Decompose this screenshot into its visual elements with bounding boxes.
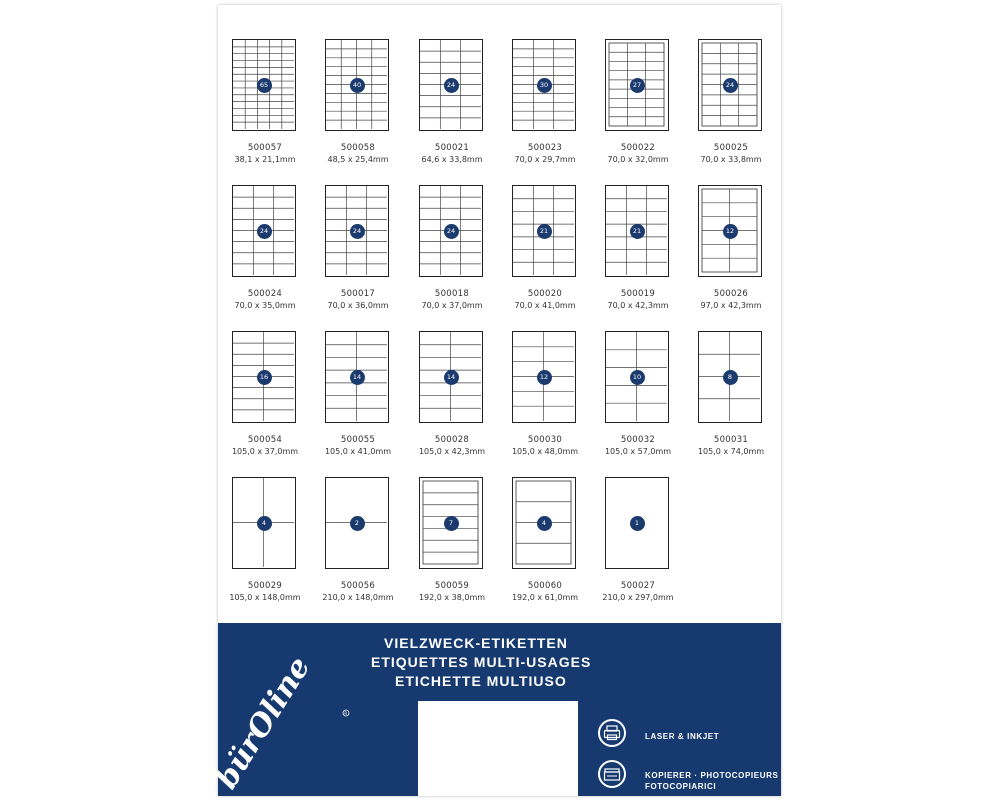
product-footer — [209, 623, 781, 796]
label-dimensions: 105,0 x 57,0mm — [604, 447, 672, 456]
label-sheet-thumbnail — [698, 331, 762, 423]
label-dimensions: 192,0 x 38,0mm — [418, 593, 486, 602]
label-count-badge: 12 — [537, 370, 552, 385]
label-code: 500021 — [434, 143, 470, 153]
label-code: 500032 — [620, 435, 656, 445]
label-dimensions: 105,0 x 37,0mm — [231, 447, 299, 456]
label-dimensions: 105,0 x 148,0mm — [229, 593, 301, 602]
label-count-badge: 14 — [350, 370, 365, 385]
label-sheet-thumbnail — [605, 331, 669, 423]
label-dimensions: 70,0 x 36,0mm — [327, 301, 389, 310]
label-sheet-thumbnail — [419, 331, 483, 423]
label-dimensions: 210,0 x 297,0mm — [602, 593, 674, 602]
label-dimensions: 192,0 x 61,0mm — [511, 593, 579, 602]
buroline-logo — [209, 650, 354, 796]
label-sheet-thumbnail — [325, 477, 389, 569]
label-sheet-thumbnail — [605, 39, 669, 131]
label-count-badge: 24 — [350, 224, 365, 239]
logo-text: bürOline — [209, 650, 318, 796]
label-count-badge: 2 — [350, 516, 365, 531]
label-count-badge: 1 — [630, 516, 645, 531]
label-dimensions: 210,0 x 148,0mm — [322, 593, 394, 602]
label-sheet-thumbnail — [325, 185, 389, 277]
label-dimensions: 70,0 x 42,3mm — [607, 301, 669, 310]
label-dimensions: 105,0 x 74,0mm — [697, 447, 765, 456]
copier-icon — [598, 760, 626, 788]
label-count-badge: 24 — [444, 78, 459, 93]
label-dimensions: 64,6 x 33,8mm — [421, 155, 483, 164]
title-german: VIELZWECK-ETIKETTEN — [384, 635, 568, 651]
label-sheet-thumbnail — [512, 39, 576, 131]
product-sheet — [209, 5, 781, 796]
label-sheet-thumbnail — [698, 39, 762, 131]
label-code: 500056 — [340, 581, 376, 591]
label-count-badge: 8 — [723, 370, 738, 385]
laser-inkjet-label: LASER & INKJET — [645, 732, 720, 741]
product-window — [418, 701, 578, 796]
label-code: 500017 — [340, 289, 376, 299]
printer-icon — [598, 719, 626, 747]
label-sheet-thumbnail — [419, 185, 483, 277]
label-code: 500054 — [247, 435, 283, 445]
label-dimensions: 70,0 x 29,7mm — [514, 155, 576, 164]
label-dimensions: 38,1 x 21,1mm — [234, 155, 296, 164]
label-dimensions: 105,0 x 42,3mm — [418, 447, 486, 456]
label-code: 500029 — [247, 581, 283, 591]
label-count-badge: 7 — [444, 516, 459, 531]
label-code: 500057 — [247, 143, 283, 153]
label-count-badge: 16 — [257, 370, 272, 385]
label-code: 500026 — [713, 289, 749, 299]
label-count-badge: 30 — [537, 78, 552, 93]
label-sheet-thumbnail — [232, 477, 296, 569]
label-dimensions: 97,0 x 42,3mm — [700, 301, 762, 310]
label-count-badge: 10 — [630, 370, 645, 385]
label-grid — [218, 5, 781, 623]
label-count-badge: 4 — [257, 516, 272, 531]
title-french: ETIQUETTES MULTI-USAGES — [371, 654, 592, 670]
title-italian: ETICHETTE MULTIUSO — [395, 673, 567, 689]
label-sheet-thumbnail — [419, 477, 483, 569]
label-code: 500019 — [620, 289, 656, 299]
label-code: 500058 — [340, 143, 376, 153]
label-code: 500028 — [434, 435, 470, 445]
label-sheet-thumbnail — [512, 331, 576, 423]
label-code: 500055 — [340, 435, 376, 445]
label-count-badge: 14 — [444, 370, 459, 385]
label-count-badge: 21 — [537, 224, 552, 239]
label-code: 500023 — [527, 143, 563, 153]
label-code: 500059 — [434, 581, 470, 591]
label-sheet-thumbnail — [698, 185, 762, 277]
label-sheet-thumbnail — [325, 331, 389, 423]
label-sheet-thumbnail — [232, 331, 296, 423]
label-sheet-thumbnail — [512, 185, 576, 277]
label-code: 500030 — [527, 435, 563, 445]
label-count-badge: 27 — [630, 78, 645, 93]
label-dimensions: 70,0 x 33,8mm — [700, 155, 762, 164]
label-sheet-thumbnail — [232, 39, 296, 131]
label-code: 500018 — [434, 289, 470, 299]
label-sheet-thumbnail — [605, 185, 669, 277]
label-code: 500020 — [527, 289, 563, 299]
label-code: 500025 — [713, 143, 749, 153]
label-dimensions: 70,0 x 37,0mm — [421, 301, 483, 310]
label-dimensions: 48,5 x 25,4mm — [327, 155, 389, 164]
label-dimensions: 70,0 x 35,0mm — [234, 301, 296, 310]
svg-text:R: R — [344, 711, 348, 716]
label-count-badge: 4 — [537, 516, 552, 531]
label-code: 500031 — [713, 435, 749, 445]
label-sheet-thumbnail — [325, 39, 389, 131]
label-code: 500022 — [620, 143, 656, 153]
label-dimensions: 105,0 x 48,0mm — [511, 447, 579, 456]
label-count-badge: 24 — [444, 224, 459, 239]
copier-label-2: FOTOCOPIARICI — [645, 782, 717, 791]
label-sheet-thumbnail — [605, 477, 669, 569]
label-count-badge: 12 — [723, 224, 738, 239]
label-count-badge: 24 — [257, 224, 272, 239]
label-count-badge: 24 — [723, 78, 738, 93]
label-count-badge: 65 — [257, 78, 272, 93]
label-sheet-thumbnail — [512, 477, 576, 569]
label-code: 500024 — [247, 289, 283, 299]
label-code: 500027 — [620, 581, 656, 591]
label-sheet-thumbnail — [419, 39, 483, 131]
label-dimensions: 105,0 x 41,0mm — [324, 447, 392, 456]
label-sheet-thumbnail — [232, 185, 296, 277]
label-dimensions: 70,0 x 32,0mm — [607, 155, 669, 164]
label-code: 500060 — [527, 581, 563, 591]
label-dimensions: 70,0 x 41,0mm — [514, 301, 576, 310]
label-count-badge: 40 — [350, 78, 365, 93]
label-count-badge: 21 — [630, 224, 645, 239]
copier-label-1: KOPIERER · PHOTOCOPIEURS — [645, 771, 779, 780]
